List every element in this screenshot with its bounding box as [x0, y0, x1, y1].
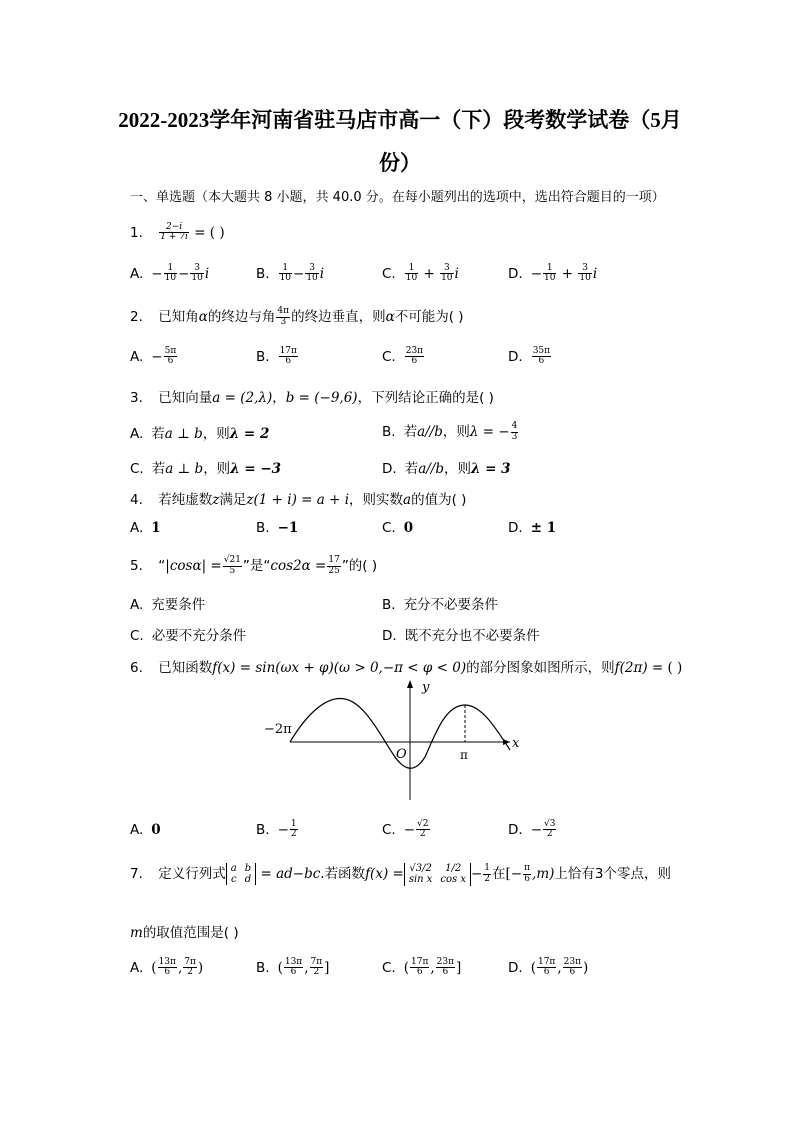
- option-c[interactable]: C. 0: [382, 520, 414, 536]
- question-1: [130, 223, 225, 243]
- option-d[interactable]: D. − $\frac{1}{10}$ + $\frac{3}{10}$ i: [508, 263, 598, 284]
- question-6: 6. 已知函数f(x) = sin(ωx + φ)(ω > 0,−π < φ < 0)的部分图象如图所示，则f(2π) = ( ): [130, 660, 683, 676]
- right-tick-label: π: [460, 748, 468, 762]
- option-d[interactable]: D. $\frac{35\pi}{6}$: [508, 346, 551, 367]
- determinant-definition: a b c d: [226, 863, 256, 885]
- option-b[interactable]: B. $\frac{17\pi}{6}$: [256, 346, 297, 367]
- determinant-function: √3/2 1/2 sin x cos x: [404, 863, 471, 886]
- question-number: 4.: [130, 492, 143, 508]
- option-a[interactable]: A. 1: [130, 520, 161, 536]
- option-c[interactable]: C. 若a ⊥ b，则λ = −3: [130, 461, 282, 477]
- question-stem-tail: = ( ): [194, 224, 225, 241]
- left-tick-label: −2π: [264, 722, 292, 737]
- question-7-continued: m的取值范围是( ): [130, 925, 239, 941]
- question-5: 5. “|cosα| = $\frac{√21}{5}$ ”是“cos2α = $\frac{17}{25}$ ”的( ): [130, 555, 378, 576]
- option-b[interactable]: B. ( $\frac{13\pi}{6}$ , $\frac{7\pi}{2}$ ]: [256, 957, 330, 978]
- option-b[interactable]: B. 若a//b，则λ = − $\frac{4}{3}$: [382, 421, 518, 442]
- option-b[interactable]: B. 充分不必要条件: [382, 597, 499, 613]
- question-number: 6.: [130, 660, 143, 676]
- option-a[interactable]: A. − $\frac{1}{10}$ − $\frac{3}{10}$ i: [130, 263, 210, 284]
- option-c[interactable]: C. $\frac{1}{10}$ + $\frac{3}{10}$ i: [382, 263, 459, 284]
- option-a[interactable]: A. 0: [130, 822, 161, 838]
- option-b[interactable]: B. − $\frac{1}{2}$: [256, 819, 297, 840]
- page-title: 2022-2023学年河南省驻马店市高一（下）段考数学试卷（5月: [118, 108, 682, 132]
- option-d[interactable]: D. − $\frac{√3}{2}$: [508, 819, 556, 840]
- y-axis-arrow: [407, 680, 413, 688]
- vector-a: a = (2,λ): [212, 390, 273, 406]
- fraction: $\frac{2-i}{1 + 7i}$: [160, 222, 188, 243]
- option-a[interactable]: A. − $\frac{5\pi}{6}$: [130, 346, 177, 367]
- option-a[interactable]: A. 充要条件: [130, 597, 206, 613]
- option-d[interactable]: D. 若a//b，则λ = 3: [382, 461, 511, 477]
- option-d[interactable]: D. ( $\frac{17\pi}{6}$ , $\frac{23\pi}{6}$ ): [508, 957, 589, 978]
- option-c[interactable]: C. − $\frac{√2}{2}$: [382, 819, 429, 840]
- option-c[interactable]: C. 必要不充分条件: [130, 628, 247, 644]
- vector-b: b = (−9,6): [285, 390, 358, 406]
- question-number: 3.: [130, 390, 143, 406]
- option-a[interactable]: A. ( $\frac{13\pi}{6}$ , $\frac{7\pi}{2}$ ): [130, 957, 204, 978]
- page-title-continued: 份）: [379, 151, 421, 175]
- question-2: 2. 已知角α的终边与角 $\frac{4\pi}{3}$ 的终边垂直，则α不可能为( ): [130, 306, 464, 327]
- option-d[interactable]: D. ± 1: [508, 520, 557, 536]
- question-3: 3. 已知向量a = (2,λ)，b = (−9,6)，下列结论正确的是( ): [130, 390, 494, 406]
- question-number: 1.: [130, 224, 143, 241]
- fraction: $\frac{4\pi}{3}$: [277, 306, 290, 327]
- question-number: 2.: [130, 309, 143, 325]
- origin-label: O: [396, 747, 407, 762]
- function-graph: [260, 675, 530, 805]
- option-b[interactable]: B. −1: [256, 520, 299, 536]
- question-number: 7.: [130, 866, 143, 882]
- option-c[interactable]: C. ( $\frac{17\pi}{6}$ , $\frac{23\pi}{6}$ ]: [382, 957, 462, 978]
- question-4: 4. 若纯虚数z满足z(1 + i) = a + i，则实数a的值为( ): [130, 492, 467, 508]
- y-axis-label: y: [422, 680, 430, 695]
- option-b[interactable]: B. $\frac{1}{10}$ − $\frac{3}{10}$ i: [256, 263, 325, 284]
- question-number: 5.: [130, 558, 143, 574]
- question-7: 7. 定义行列式 a b c d = ad−bc.若函数f(x) = √3/2 1/2 sin x cos x − $\frac{1}{2}$ 在[− $\frac{\pi}{6}$ ,m)上恰有3个零点，则: [130, 862, 671, 885]
- x-axis-label: x: [512, 736, 520, 751]
- section-heading: 一、单选题（本大题共 8 小题，共 40.0 分。在每小题列出的选项中，选出符合题目的一项）: [130, 190, 665, 205]
- option-d[interactable]: D. 既不充分也不必要条件: [382, 628, 540, 644]
- option-c[interactable]: C. $\frac{23\pi}{6}$: [382, 346, 424, 367]
- option-a[interactable]: A. 若a ⊥ b，则λ = 2: [130, 426, 270, 442]
